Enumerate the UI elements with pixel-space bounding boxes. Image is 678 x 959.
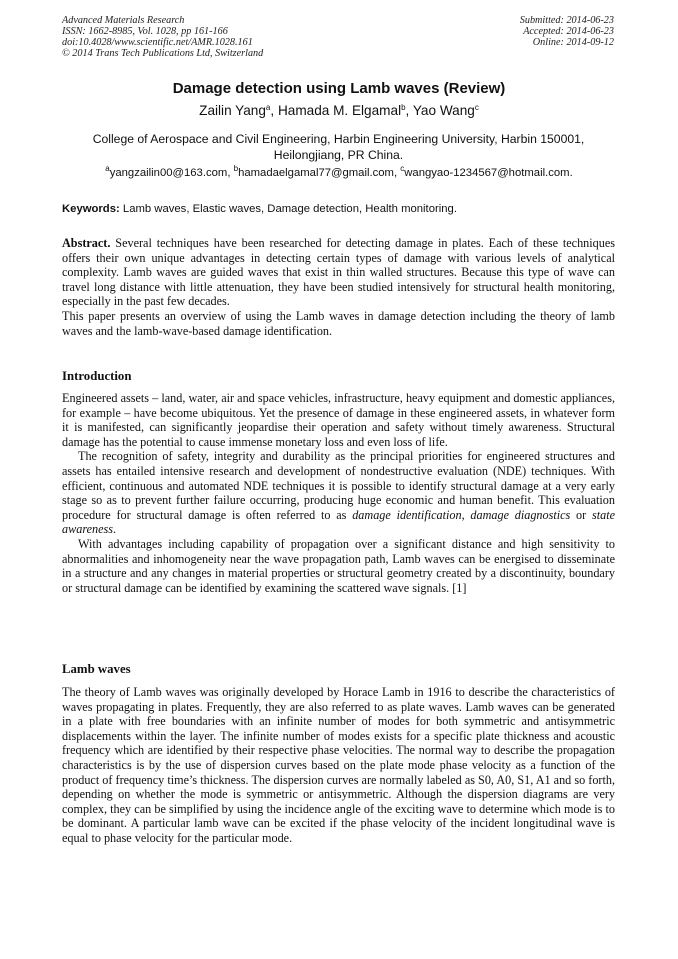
author-name: Hamada M. Elgamal — [277, 103, 402, 118]
intro-paragraph-1: Engineered assets – land, water, air and space vehicles, infrastructure, heavy equipment and domestic appliances, for example – have become ubiquitous. Yet the presence of damage in these engineered assets, in whatever form it is manifested, can significantly jeopardise their operation and safety without timely awareness. Structural damage has the potential to cause immense monetary loss and even loss of life. — [62, 391, 615, 449]
abstract-text: Several techniques have been researched for detecting damage in plates. Each of these techniques offers their own unique advantages in detecting certain types of damage with various levels of analytical complexity. Lamb waves are guided waves that exist in thin walled structures. Because this type of wave can travel long distance with little attenuation, they have been studied intensively for structural health monitoring, especially in the past few decades. — [62, 236, 615, 309]
authors-line: Zailin Yang$^a$, Hamada M. Elgamal$^b$, Yao Wang$^c$ — [199, 103, 479, 118]
journal-name: Advanced Materials Research — [62, 15, 185, 26]
separator: . — [113, 522, 117, 537]
separator: , — [461, 507, 471, 522]
email-address[interactable]: yangzailin00@163.com — [109, 167, 228, 179]
affiliation: College of Aerospace and Civil Engineering, Harbin Engineering University, Harbin 150001, Heilongjiang, PR China. — [92, 132, 585, 162]
emails-line: $^a$yangzailin00@163.com, $^b$hamadaelgamal77@gmail.com, $^c$wangyao-1234567@hotmail.com. — [105, 164, 573, 179]
online-date: Online: 2014-09-12 — [532, 37, 614, 48]
lamb-waves-section — [62, 685, 615, 846]
keywords-text: Lamb waves, Elastic waves, Damage detection, Health monitoring. — [122, 203, 457, 215]
intro-paragraph-3: With advantages including capability of propagation over a significant distance and high sensitivity to abnormalities and inhomogeneity near the wave propagation path, Lamb waves can be energised to disseminate in a structure and any changes in material properties or structural geometry created by a discontinuity, boundary or structural damage can be identified by examining the scattered wave signals. [1] — [62, 536, 615, 595]
term-damage-diagnostics: damage diagnostics — [470, 507, 571, 522]
author-mark: c — [474, 103, 479, 112]
paper-title: Damage detection using Lamb waves (Review) — [172, 80, 506, 97]
email-mark: b — [233, 164, 239, 173]
abstract-paragraph-2: This paper presents an overview of using the Lamb waves in damage detection including the theory of lamb waves and the lamb-wave-based damage identification. — [62, 308, 615, 338]
issn: ISSN: 1662-8985, Vol. 1028, pp 161-166 — [62, 26, 228, 37]
term-damage-identification: damage identification — [352, 507, 462, 522]
email-address[interactable]: hamadaelgamal77@gmail.com — [238, 167, 394, 179]
lamb-waves-heading: Lamb waves — [62, 662, 131, 676]
abstract-section — [62, 236, 615, 338]
author-mark: b — [401, 103, 406, 112]
term-state-awareness: state awareness — [62, 507, 616, 537]
abstract-paragraph — [62, 236, 615, 309]
lamb-paragraph-1: The theory of Lamb waves was originally developed by Horace Lamb in 1916 to describe the characteristics of waves propagating in plates. Frequently, they are also referred to as plate waves. Lamb waves can be generated in a plate with free boundaries with an infinite number of modes for both symmetric and antisymmetric displacements within the layer. The infinite number of modes exists for a specific plate thickness and acoustic frequency which are identified by their respective phase velocities. The normal way to describe the propagation characteristics is by the use of dispersion curves based on the plate mode phase velocity as a function of the product of frequency time’s thickness. The dispersion curves are normally labeled as S0, A0, S1, A1 and so forth, depending on whether the mode is symmetric or antisymmetric. Although the dispersion diagrams are very complex, they can be simplified by using the incidence angle of the exciting wave to determine which mode is to be dominant. A particular lamb wave can be excited if the phase velocity of the incident longitudinal wave is equal to phase velocity for the particular mode. — [62, 685, 615, 845]
author-name: Zailin Yang — [199, 103, 266, 118]
publication-info — [62, 15, 263, 59]
intro-p2-text: The recognition of safety, integrity and durability as the principal priorities for engineered structures and assets has entailed intensive research and development of nondestructive evaluation (NDE) techniques. With efficient, continuous and automated NDE techniques it is possible to identify structural damage at a very early stage so as to prevent further failure occurring, producing huge economic and human benefit. This evaluation procedure for structural damage is often referred to as — [62, 449, 615, 522]
intro-paragraph-2 — [62, 449, 615, 537]
separator: or — [570, 507, 592, 522]
copyright: © 2014 Trans Tech Publications Ltd, Switzerland — [62, 48, 264, 59]
email-address[interactable]: wangyao-1234567@hotmail.com — [404, 167, 570, 179]
accepted-date: Accepted: 2014-06-23 — [523, 26, 614, 37]
author-mark: a — [265, 103, 271, 112]
introduction-heading: Introduction — [62, 369, 132, 383]
keywords-label: Keywords: — [62, 203, 120, 215]
submitted-date: Submitted: 2014-06-23 — [519, 15, 614, 26]
keywords — [62, 203, 615, 215]
email-mark: a — [105, 164, 110, 173]
doi: doi:10.4028/www.scientific.net/AMR.1028.161 — [62, 37, 253, 48]
author-name: Yao Wang — [412, 103, 475, 118]
dates-info — [520, 15, 614, 48]
abstract-label: Abstract. — [62, 236, 111, 250]
introduction-section — [62, 391, 615, 595]
email-mark: c — [400, 164, 405, 173]
